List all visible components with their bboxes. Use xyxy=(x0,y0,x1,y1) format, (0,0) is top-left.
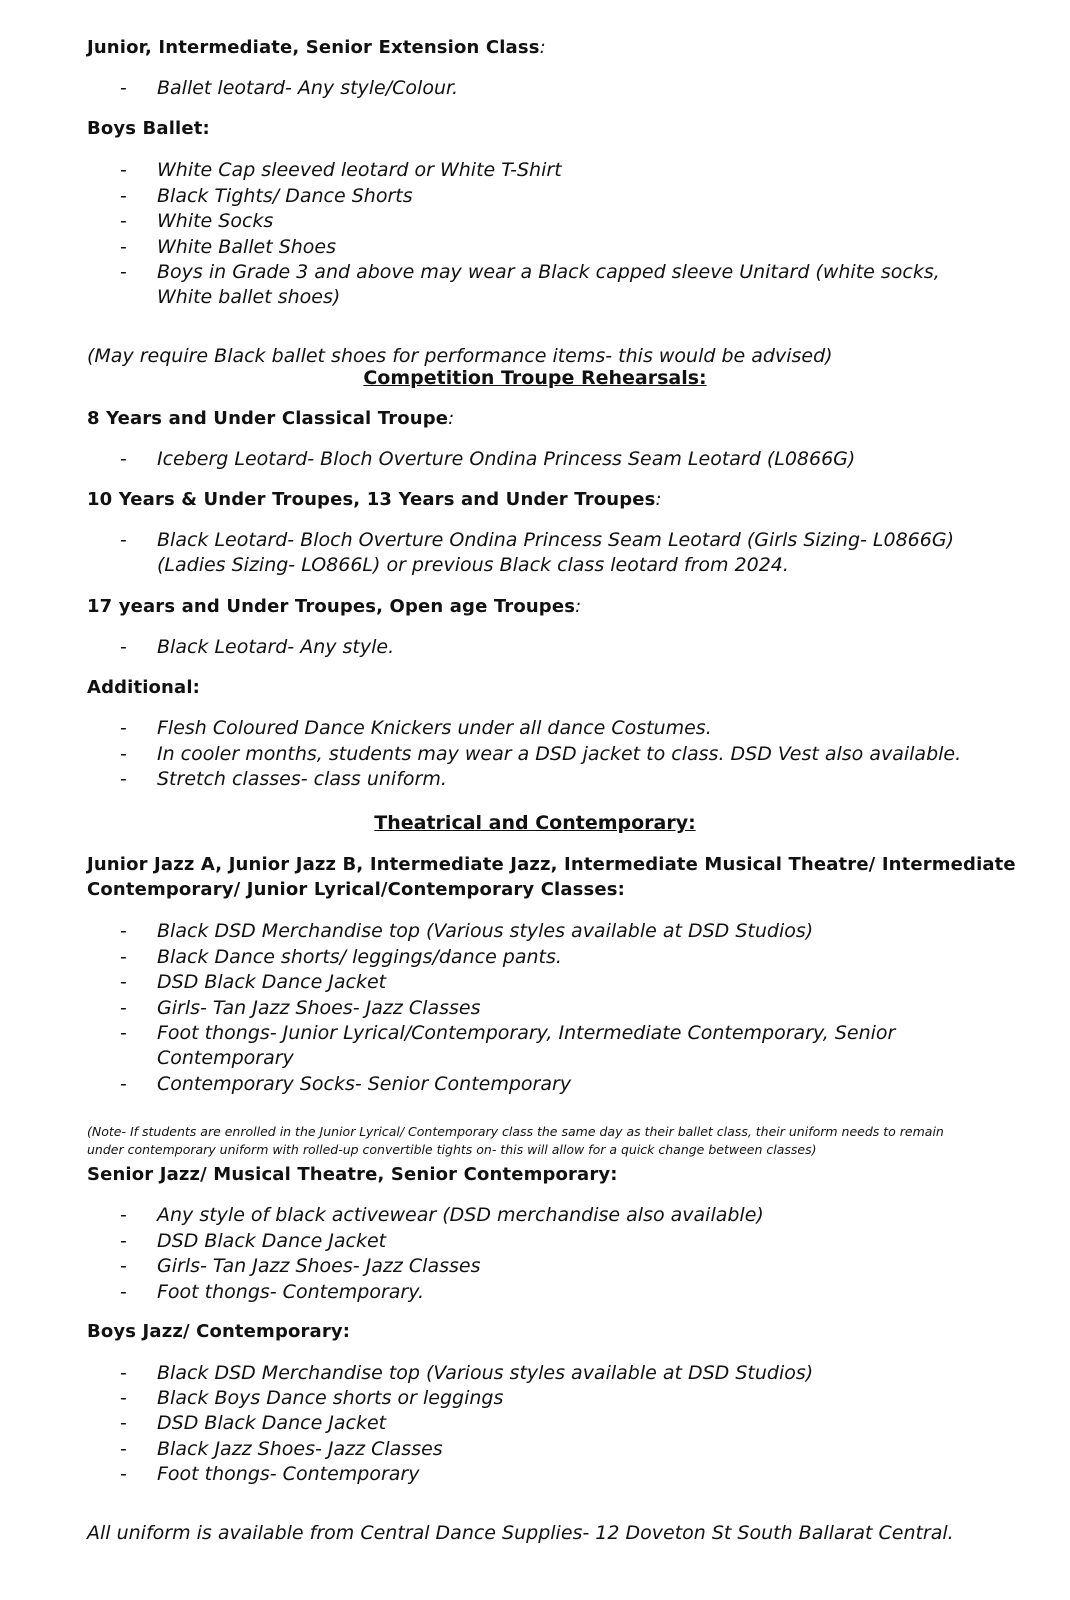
heading-junior-intermediate-jazz-cont: Contemporary/ Junior Lyrical/Contemporary Classes: xyxy=(87,879,625,900)
document-page: Junior, Intermediate, Senior Extension Class: - Ballet leotard- Any style/Colour. Boys Ballet: - White Cap sleeved leotard or White T-Shirt - Black Tights/ Dance Shorts - White Socks - White Ballet Shoes - Boys in Grade 3 and above may wear a Black capped sleeve Unitard (white socks, White ballet shoes) (May require Black ballet shoes for performance items- this would be advised) Competition Troupe Rehearsals: 8 Years and Under Classical Troupe: - Iceberg Leotard- Bloch Overture Ondina Princess Seam Leotard (L0866G) 10 Years & Under Troupes, 13 Years and Under Troupes: - Black Leotard- Bloch Overture Ondina Princess Seam Leotard (Girls Sizing- L0866G) (Ladies Sizing- LO866L) or previous Black class leotard from 2024. 17 years and Under Troupes, Open age Troupes: - Black Leotard- Any style. Additional: - Flesh Coloured Dance Knickers under all dance Costumes. - In cooler months, students may wear a DSD jacket to class. DSD Vest also available. - Stretch classes- class uniform. Theatrical and Contemporary: Junior Jazz A, Junior Jazz B, Intermediate Jazz, Intermediate Musical Theatre/ Intermediate Contemporary/ Junior Lyrical/Contemporary Classes: - Black DSD Merchandise top (Various styles available at DSD Studios) - Black Dance shorts/ leggings/dance pants. - DSD Black Dance Jacket - Girls- Tan Jazz Shoes- Jazz Classes - Foot thongs- Junior Lyrical/Contemporary, Intermediate Contemporary, Senior Contemporary - Contemporary Socks- Senior Contemporary (Note- If students are enrolled in the Junior Lyrical/ Contemporary class the same day as their ballet class, their uniform needs to remain under contemporary uniform with rolled-up convertible tights on- this will allow for a quick change between classes) Senior Jazz/ Musical Theatre, Senior Contemporary: - Any style of black activewear (DSD merchandise also available) - DSD Black Dance Jacket - Girls- Tan Jazz Shoes- Jazz Classes - Foot thongs- Contemporary. Boys Jazz/ Contemporary: - Black DSD Merchandise top (Various styles available at DSD Studios) - Black Boys Dance shorts or leggings - DSD Black Dance Jacket - Black Jazz Shoes- Jazz Classes - Foot thongs- Contemporary All uniform is available from Central Dance Supplies- 12 Doveton St South Ballarat Central. xyxy=(0,0,1070,1600)
contemporary-note-line1: (Note- If students are enrolled in the Junior Lyrical/ Contemporary class the same day as their ballet class, their uniform needs to remain xyxy=(87,1123,944,1139)
section-title-competition-troupe: Competition Troupe Rehearsals: xyxy=(363,367,707,389)
section-title-theatrical-contemporary: Theatrical and Contemporary: xyxy=(374,812,696,834)
heading-10-13-years-troupes: 10 Years & Under Troupes, 13 Years and Under Troupes: xyxy=(87,489,662,510)
heading-additional: Additional: xyxy=(87,677,200,698)
heading-boys-ballet: Boys Ballet: xyxy=(87,118,210,139)
heading-8-years-classical: 8 Years and Under Classical Troupe: xyxy=(87,408,455,429)
heading-extension-class: Junior, Intermediate, Senior Extension Class: xyxy=(87,37,546,58)
footer-supplier-note: All uniform is available from Central Dance Supplies- 12 Doveton St South Ballarat Central. xyxy=(87,1522,954,1544)
heading-boys-jazz: Boys Jazz/ Contemporary: xyxy=(87,1321,351,1342)
contemporary-note-line2: under contemporary uniform with rolled-up convertible tights on- this will allow for a quick change between classes) xyxy=(87,1141,817,1157)
boys-ballet-note: (May require Black ballet shoes for performance items- this would be advised) xyxy=(87,345,833,367)
heading-junior-intermediate-jazz: Junior Jazz A, Junior Jazz B, Intermediate Jazz, Intermediate Musical Theatre/ Intermediate xyxy=(87,854,1016,875)
heading-senior-jazz: Senior Jazz/ Musical Theatre, Senior Contemporary: xyxy=(87,1164,618,1185)
heading-17-years-open-troupes: 17 years and Under Troupes, Open age Troupes: xyxy=(87,596,582,617)
